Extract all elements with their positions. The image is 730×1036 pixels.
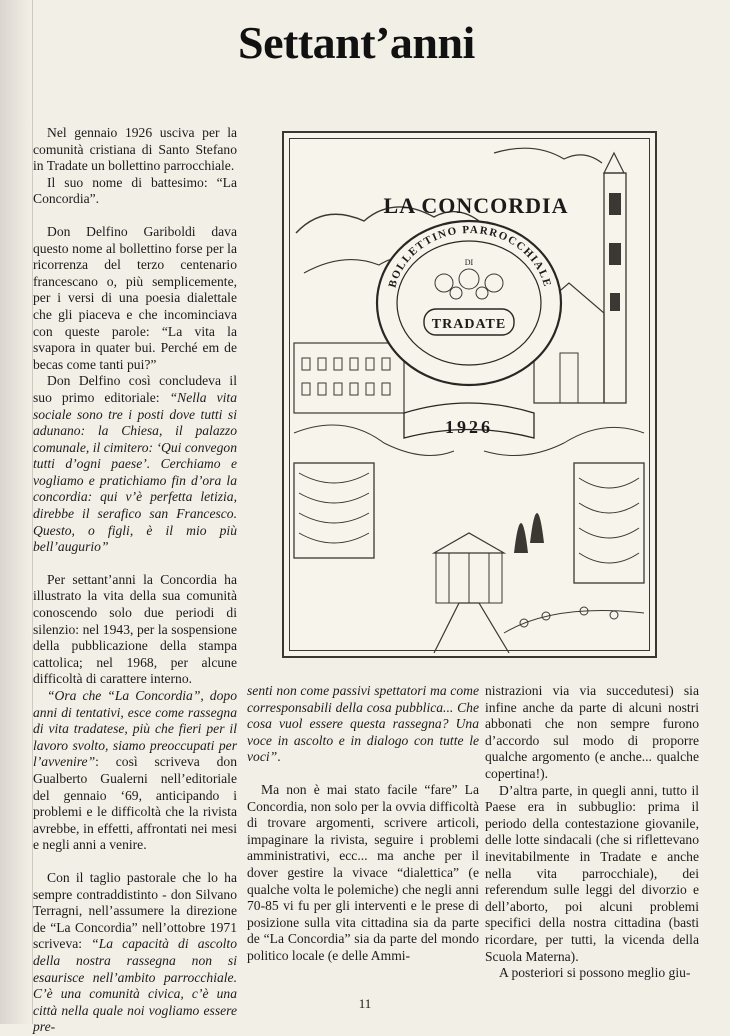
cover-year: 1926 <box>445 417 493 437</box>
cover-di: DI <box>464 258 474 267</box>
left-column <box>33 125 237 1036</box>
quote: “La capacità di ascolto della nostra rassegna non si esaurisce nell’ambito parrocchiale. C’è una comunità civica, c’è una città nella quale noi vogliamo essere pre- <box>33 936 237 1035</box>
quote: senti non come passivi spettatori ma come corresponsabili della cosa pubblica... Che cosa vuol essere questa rassegna? Una voce in ascolto e in dialogo con tutte le voci” <box>247 683 479 765</box>
cover-header: LA CONCORDIA <box>383 193 569 218</box>
page-title: Settant’anni <box>238 17 475 68</box>
paragraph: Per settant’anni la Concordia ha illustrato la vita della sua comunità conoscendo solo due periodi di silenzio: nel 1943, per la sospensione della pubblicazione della stampa cattolica; nel 1968, per alcune difficoltà di carattere interno. <box>33 571 237 687</box>
cover-arc-text: BOLLETTINO PARROCCHIALE <box>386 223 554 290</box>
text-run: . <box>277 749 281 765</box>
paragraph <box>33 373 237 556</box>
previous-page-edge <box>0 0 33 1024</box>
paragraph: Ma non è mai stato facile “fare” La Concordia, non solo per la ovvia difficoltà di trovare argomenti, scrivere articoli, impaginare la rivista, seguire i problemi amministrativi, ecc... ma anche per il dover gestire la vivace “dialettica” (e qualche volta le polemiche) che negli anni 70-85 vi fu per gli interventi e le prese di posizione sulla vita cittadina sia da parte de “La Concordia” sia da parte del mondo politico locale (e delle Ammi- <box>247 781 479 963</box>
quote: “Ora che “La Concordia”, dopo anni di tentativi, esce come rassegna di vita tradatese, più che fieri per il lavoro svolto, siamo preoccupati per l’avvenire” <box>33 688 237 770</box>
show-through-text <box>600 12 611 63</box>
cover-illustration <box>282 131 657 658</box>
quote: “Nella vita sociale sono tre i posti dove tutti si adunano: la Chiesa, il palazzo comunale, il cimitero: ‘Qui convegon tutti d’ogni paese’. Cerchiamo e vogliamo e pratichiamo fin d’ora la concordia: qui v’è perfetta letizia, direbbe il serafico san Francesco. Questo, o figli, è il mio più bell’augurio” <box>33 389 238 555</box>
paragraph: Il suo nome di battesimo: “La Concordia”. <box>33 174 237 207</box>
right-column <box>485 683 699 982</box>
text-run: : così scriveva don Gualberto Gualerni nell’editoriale del gennaio ‘69, anticipando i problemi e le difficoltà che la rivista avrebbe, in effetti, affrontati nei mesi e negli anni a venire. <box>33 754 237 853</box>
middle-column <box>247 683 479 965</box>
paragraph: Don Delfino Gariboldi dava questo nome al bollettino forse per la ricorrenza del terzo centenario francescano o, più semplicemente, per i versi di una poesia dialettale che gli piaceva e che incominciava con queste parole: “La vita la svapora in quater bui. Perché em de becas come tanti pui?” <box>33 223 237 372</box>
paragraph: A posteriori si possono meglio giu- <box>499 965 691 981</box>
text-run: Don Delfino così concludeva il suo primo editoriale: <box>33 373 237 405</box>
paragraph: D’altra parte, in quegli anni, tutto il Paese era in subbuglio: prima il periodo della contestazione giovanile, delle lotte sindacali (che si riflettevano inevitabilmente in Tradate e anche nella vita parrocchiale), dei referendum sulle leggi del divorzio e dell’aborto, poi alcuni problemi specifici della nostra cittadina (basti ricordare, per tutti, la vicenda della Scuola Materna). <box>485 782 699 964</box>
page-number: 11 <box>358 996 372 1011</box>
paragraph <box>33 688 237 854</box>
text-run: Con il taglio pastorale che lo ha sempre contraddistinto - don Silvano Terragni, nell’assumere la direzione de “La Concordia” nell’ottobre 1971 scriveva: <box>33 869 237 952</box>
paragraph: Nel gennaio 1926 usciva per la comunità cristiana di Santo Stefano in Tradate un bollettino parrocchiale. <box>33 125 237 174</box>
paragraph <box>247 683 479 766</box>
cover-drawing <box>284 133 655 656</box>
cover-town: TRADATE <box>431 317 507 332</box>
paragraph: nistrazioni via via succedutesi) sia infine anche da parte di alcuni nostri abbonati che non sempre furono d’accordo sul modo di proporre qualche argomento (e anche... qualche copertina!). <box>485 683 699 781</box>
